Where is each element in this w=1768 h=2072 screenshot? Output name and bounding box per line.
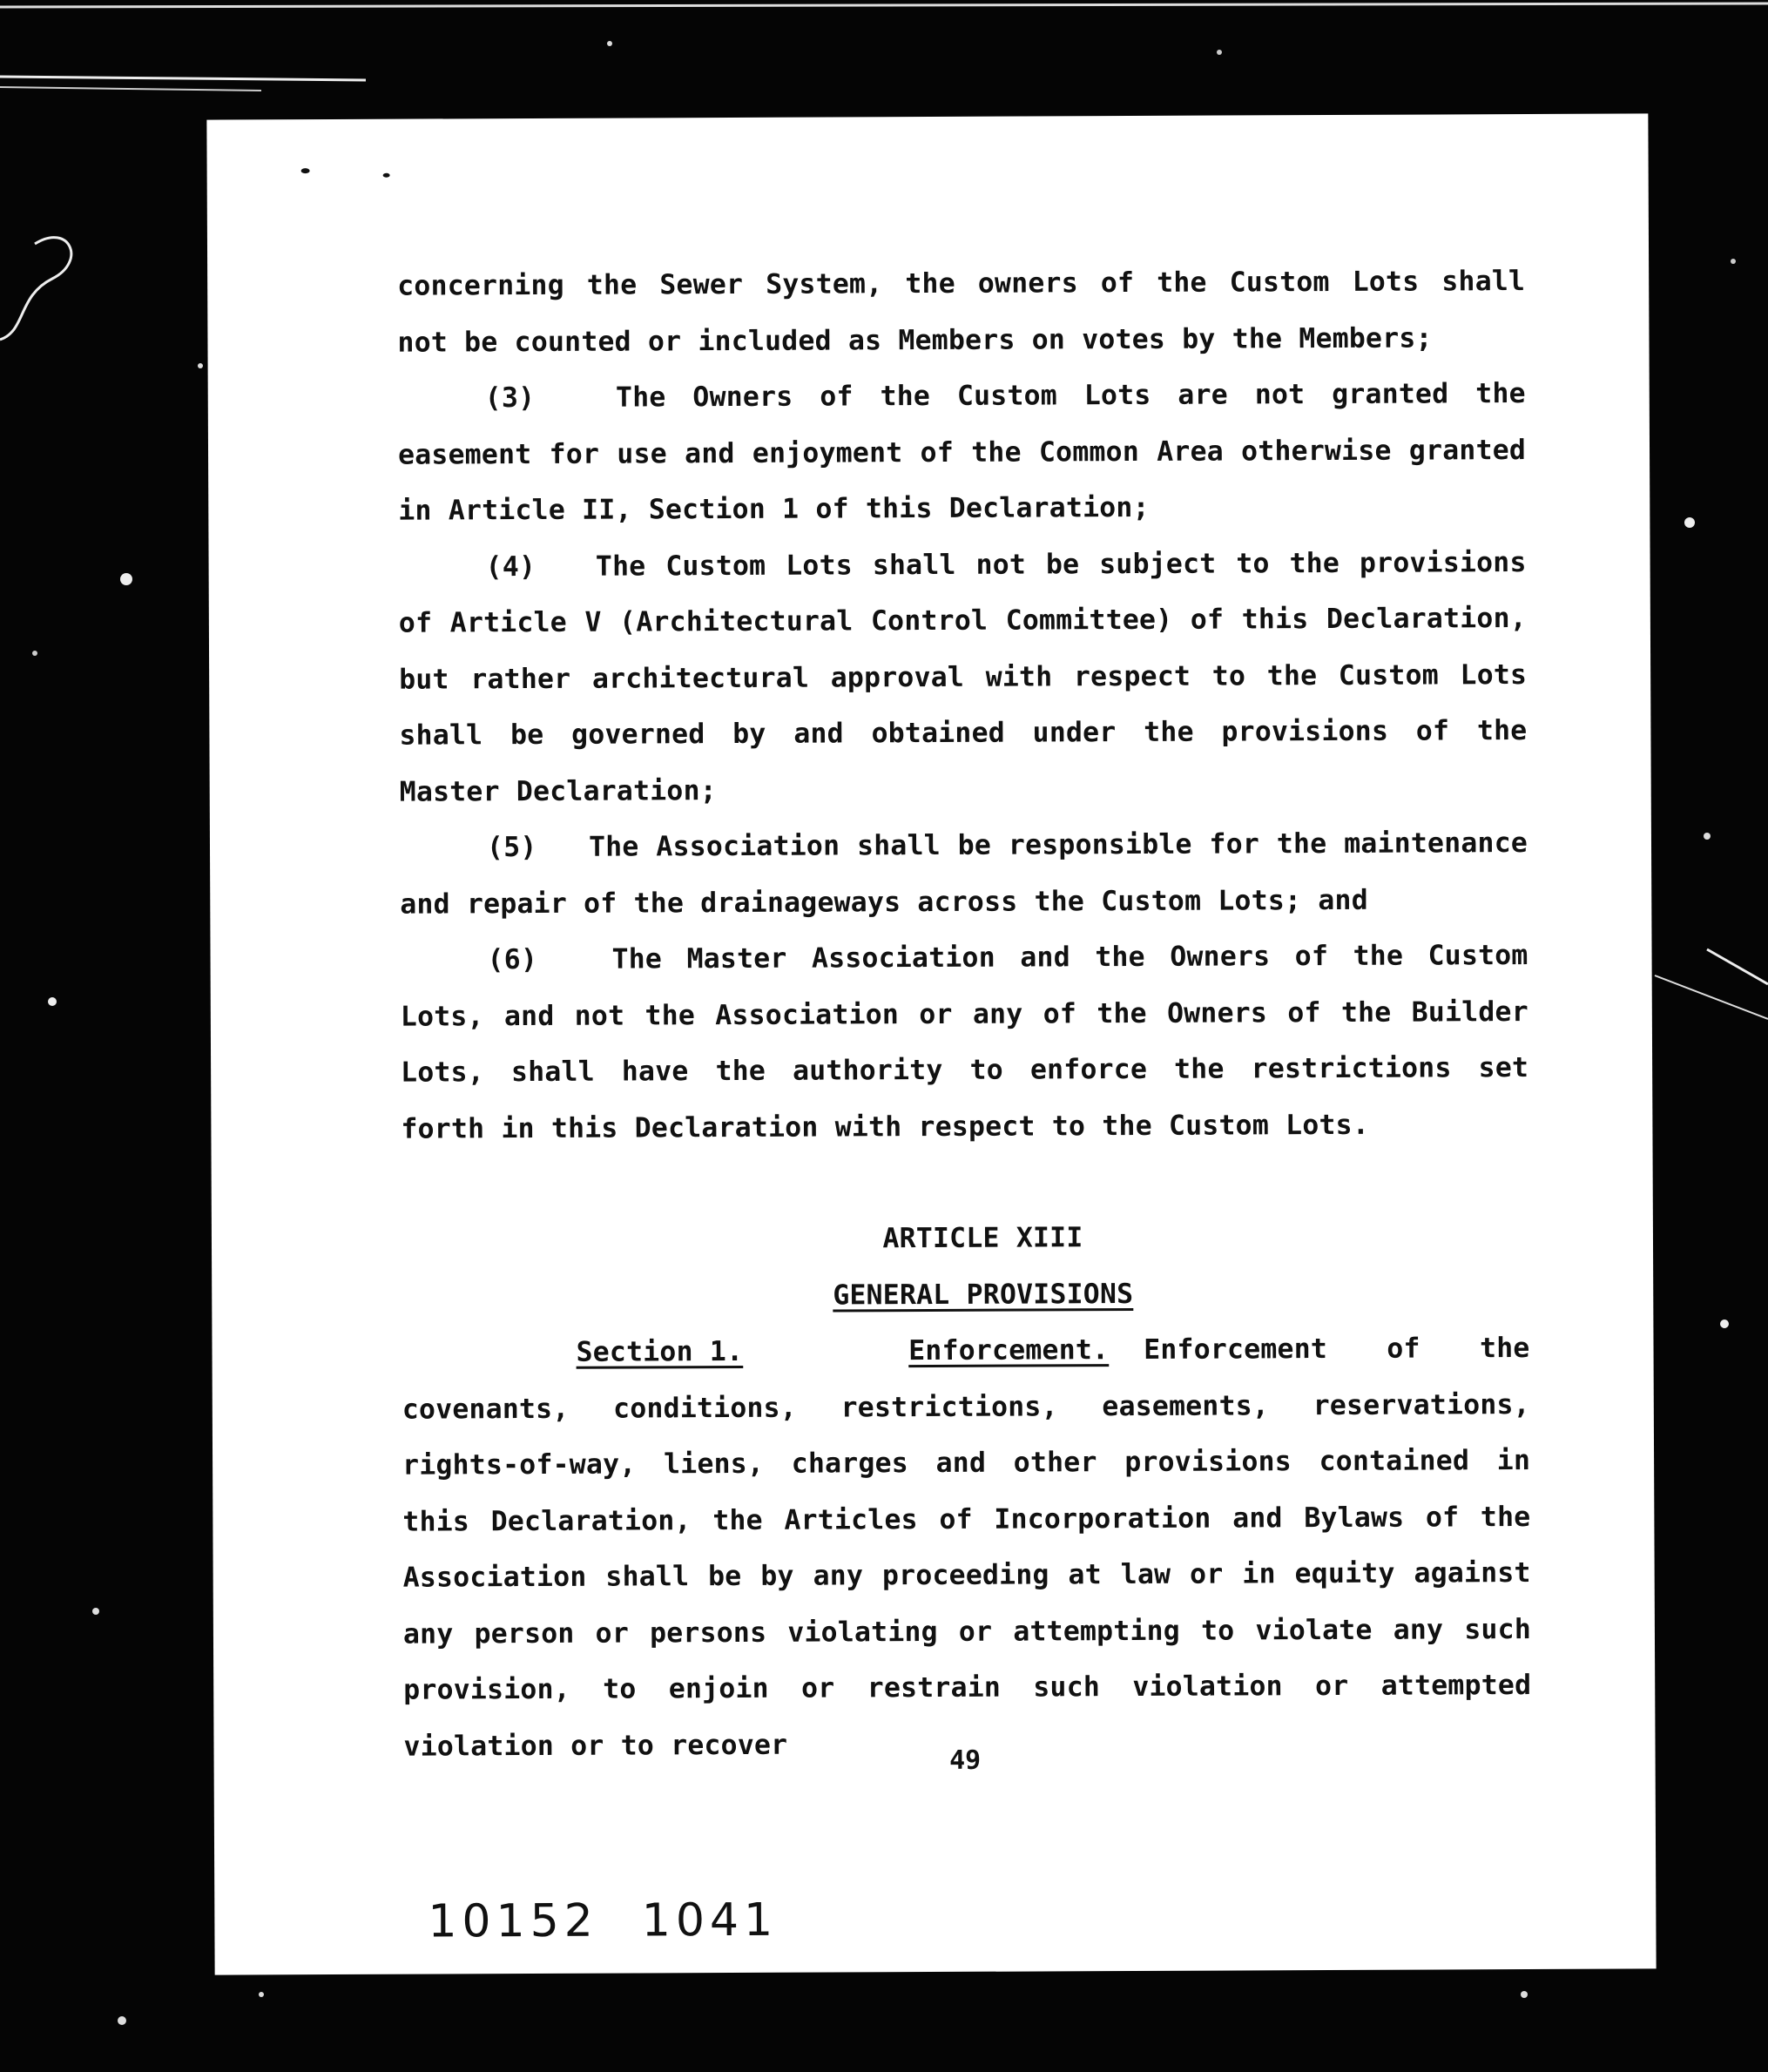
- document-body: [397, 253, 1532, 1775]
- scan-speck: [383, 173, 390, 178]
- list-item-text: The Owners of the Custom Lots are not granted the easement for use and enjoyment of the Common Area otherwise granted in Article II, Section 1 of this Declaration;: [397, 378, 1527, 527]
- section-label: Section 1.: [576, 1335, 744, 1368]
- spacer: [402, 1152, 1529, 1213]
- page-number: 49: [948, 1745, 982, 1776]
- stamp-page-number: 1041: [641, 1893, 779, 1947]
- section-paragraph: [402, 1320, 1531, 1775]
- list-item-label: (6): [487, 943, 538, 976]
- list-item: [398, 366, 1527, 539]
- list-item-label: (3): [484, 381, 536, 415]
- list-item-label: (5): [486, 831, 537, 864]
- section-heading: Enforcement.: [908, 1334, 1110, 1367]
- article-title: ARTICLE XIII: [882, 1222, 1083, 1255]
- section-text: Enforcement of the covenants, conditions, restrictions, easements, reservations, rights-of-way, liens, charges and other provisions contained in this Declaration, the Articles of Incorporation and Bylaws of the Association shall be by any proceeding at law or in equity against any person or persons violating or attempting to violate any such provision, to enjoin or restrain such violation or attempted violation or to recover: [402, 1333, 1532, 1763]
- list-item: [400, 815, 1528, 933]
- recording-stamp: [428, 1894, 821, 1948]
- article-subtitle-text: GENERAL PROVISIONS: [833, 1278, 1134, 1311]
- stamp-book-number: 10152: [428, 1894, 598, 1948]
- document-page: [206, 113, 1656, 1974]
- list-item-label: (4): [485, 550, 536, 583]
- list-item: [398, 535, 1527, 820]
- article-subtitle: [402, 1265, 1529, 1326]
- list-item-text: The Association shall be responsible for the maintenance and repair of the drainageways across the Custom Lots; and: [400, 827, 1528, 921]
- list-item: [400, 928, 1528, 1157]
- list-item-text: The Master Association and the Owners of the Custom Lots, and not the Association or any of the Owners of the Builder Lots, shall have the authority to enforce the restrictions set forth in this Declaration with respect to the Custom Lots.: [400, 940, 1529, 1145]
- continuation-paragraph: concerning the Sewer System, the owners of the Custom Lots shall not be counted or included as Members on votes by the Members;: [397, 266, 1526, 359]
- list-item-text: The Custom Lots shall not be subject to the provisions of Article V (Architectural Control Committee) of this Declaration, but rather architectural approval with respect to the Custom Lots shall be governed by and obtained under the provisions of the Master Declaration;: [398, 546, 1528, 808]
- scan-speck: [301, 168, 310, 173]
